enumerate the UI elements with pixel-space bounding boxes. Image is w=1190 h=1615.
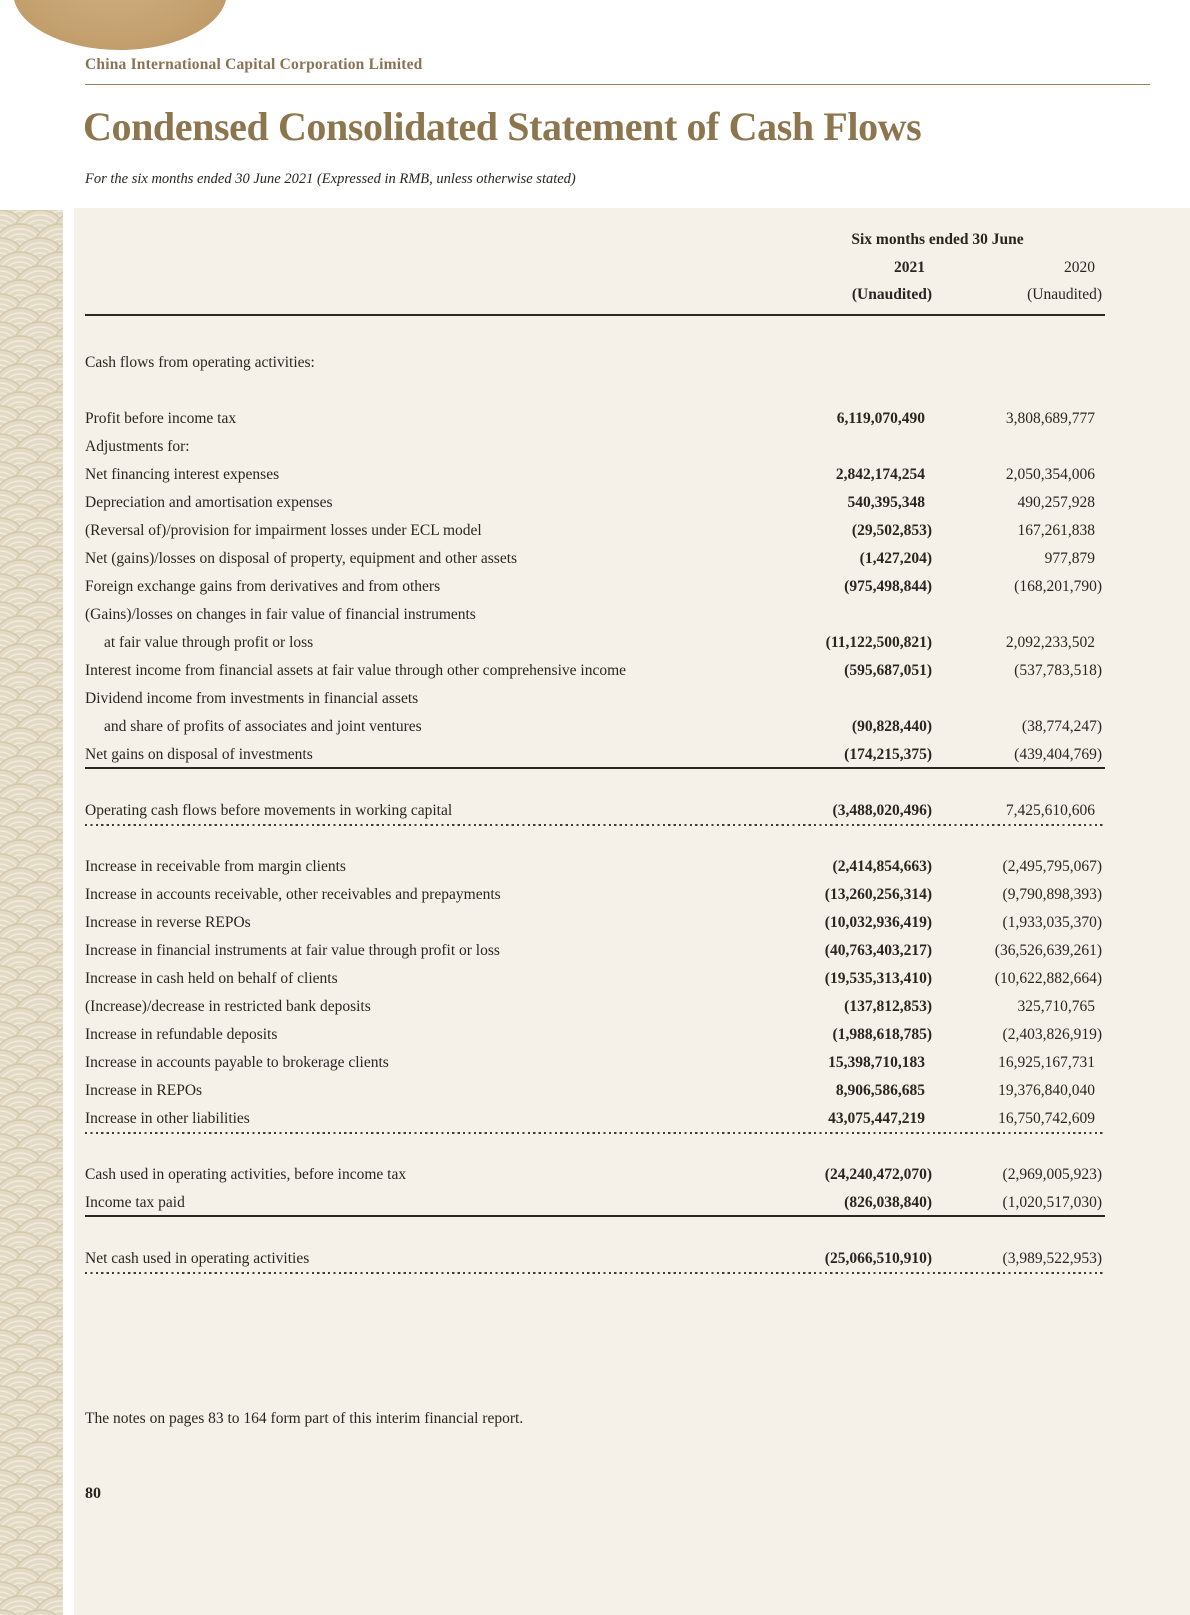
value-2020 [935, 601, 1105, 629]
table-row [85, 1245, 1105, 1273]
seigaiha-wave-pattern [0, 210, 63, 1615]
spacer-row [85, 769, 1105, 797]
value-2020: 19,376,840,040 [998, 1081, 1095, 1099]
value-2020: 325,710,765 [1017, 997, 1095, 1015]
value-2020: (2,495,795,067) [1002, 857, 1102, 875]
table-column-header [85, 208, 1105, 309]
table-row [85, 1105, 1105, 1133]
table-row [85, 965, 1105, 993]
row-label: Cash flows from operating activities: [85, 353, 315, 371]
value-2021 [770, 349, 935, 377]
statement-rows [85, 349, 1105, 1273]
table-row [85, 1021, 1105, 1049]
column-status-2021: (Unaudited) [851, 286, 932, 303]
value-2021: 2,842,174,254 [835, 465, 925, 483]
value-2021: (40,763,403,217) [824, 941, 932, 959]
value-2020: 16,925,167,731 [998, 1053, 1095, 1071]
column-year-2021: 2021 [894, 258, 925, 276]
value-2021: (29,502,853) [851, 521, 932, 539]
value-2020: 167,261,838 [1017, 521, 1095, 539]
header-rule [85, 314, 1105, 316]
value-2021: (826,038,840) [844, 1193, 932, 1211]
row-label: Dividend income from investments in financial assets [85, 689, 419, 707]
row-label: and share of profits of associates and joint ventures [104, 717, 422, 735]
table-row [85, 909, 1105, 937]
value-2021: (24,240,472,070) [824, 1165, 932, 1183]
table-row [85, 461, 1105, 489]
row-label: Cash used in operating activities, before income tax [85, 1165, 407, 1183]
spacer-row [85, 1217, 1105, 1245]
table-row [85, 713, 1105, 741]
value-2021: (13,260,256,314) [824, 885, 932, 903]
value-2021: (1,988,618,785) [832, 1025, 932, 1043]
section-row [85, 685, 1105, 713]
row-label: Depreciation and amortisation expenses [85, 493, 333, 511]
value-2020: 2,050,354,006 [1005, 465, 1095, 483]
row-label: Net (gains)/losses on disposal of property, equipment and other assets [85, 549, 518, 567]
footnote: The notes on pages 83 to 164 form part of this interim financial report. [85, 1409, 524, 1427]
row-label: Income tax paid [85, 1193, 185, 1211]
page-subtitle: For the six months ended 30 June 2021 (Expressed in RMB, unless otherwise stated) [85, 171, 576, 187]
spacer-row [85, 377, 1105, 405]
value-2021: (3,488,020,496) [832, 801, 932, 819]
table-row [85, 657, 1105, 685]
value-2020: (2,403,826,919) [1002, 1025, 1102, 1043]
value-2021: (19,535,313,410) [824, 969, 932, 987]
table-row [85, 993, 1105, 1021]
value-2020: 490,257,928 [1017, 493, 1095, 511]
spacer-row [85, 1133, 1105, 1161]
table-row [85, 937, 1105, 965]
value-2020 [935, 349, 1105, 377]
value-2020: (1,933,035,370) [1002, 913, 1102, 931]
value-2020 [935, 685, 1105, 713]
table-row [85, 853, 1105, 881]
row-label: Net financing interest expenses [85, 465, 280, 483]
row-label: Increase in other liabilities [85, 1109, 250, 1127]
row-label: (Gains)/losses on changes in fair value of financial instruments [85, 605, 476, 623]
value-2020: (10,622,882,664) [994, 969, 1102, 987]
value-2020: (9,790,898,393) [1002, 885, 1102, 903]
table-row [85, 741, 1105, 769]
value-2020: (2,969,005,923) [1002, 1165, 1102, 1183]
value-2020: (168,201,790) [1014, 577, 1102, 595]
value-2021: 15,398,710,183 [828, 1053, 925, 1071]
value-2020: 977,879 [1044, 549, 1095, 567]
row-label: Net gains on disposal of investments [85, 745, 313, 763]
value-2021 [770, 601, 935, 629]
company-name: China International Capital Corporation Limited [85, 56, 423, 73]
value-2021: 8,906,586,685 [835, 1081, 925, 1099]
row-label: Increase in accounts payable to brokerage clients [85, 1053, 389, 1071]
period-header: Six months ended 30 June [851, 231, 1024, 248]
value-2021: (10,032,936,419) [824, 913, 932, 931]
value-2020: 16,750,742,609 [998, 1109, 1095, 1127]
table-row [85, 405, 1105, 433]
value-2020 [935, 433, 1105, 461]
row-label: Operating cash flows before movements in working capital [85, 801, 453, 819]
column-year-2020: 2020 [1064, 258, 1095, 276]
value-2021: (2,414,854,663) [832, 857, 932, 875]
value-2021: (90,828,440) [851, 717, 932, 735]
table-row [85, 797, 1105, 825]
row-label: Increase in REPOs [85, 1081, 203, 1099]
table-row [85, 629, 1105, 657]
row-label: Increase in receivable from margin clients [85, 857, 346, 875]
value-2021 [770, 433, 935, 461]
value-2021: (1,427,204) [859, 549, 932, 567]
value-2021: 43,075,447,219 [828, 1109, 925, 1127]
row-label: Increase in cash held on behalf of clients [85, 969, 338, 987]
page-title: Condensed Consolidated Statement of Cash Flows [83, 104, 922, 149]
table-row [85, 517, 1105, 545]
value-2021: (25,066,510,910) [824, 1249, 932, 1267]
value-2021: 540,395,348 [847, 493, 925, 511]
row-label: at fair value through profit or loss [104, 633, 314, 651]
row-label: Increase in financial instruments at fair value through profit or loss [85, 941, 500, 959]
table-row [85, 1077, 1105, 1105]
table-row [85, 1189, 1105, 1217]
row-label: Interest income from financial assets at fair value through other comprehensive income [85, 661, 627, 679]
value-2020: (439,404,769) [1014, 745, 1102, 763]
row-label: Foreign exchange gains from derivatives and from others [85, 577, 441, 595]
table-row [85, 1049, 1105, 1077]
section-row [85, 349, 1105, 377]
table-row [85, 489, 1105, 517]
row-label: Increase in reverse REPOs [85, 913, 251, 931]
table-row [85, 1161, 1105, 1189]
value-2021: (174,215,375) [844, 745, 932, 763]
value-2021 [770, 685, 935, 713]
value-2020: (1,020,517,030) [1002, 1193, 1102, 1211]
value-2021: (11,122,500,821) [825, 633, 932, 651]
value-2020: (537,783,518) [1014, 661, 1102, 679]
section-row [85, 433, 1105, 461]
section-row [85, 601, 1105, 629]
value-2020: (38,774,247) [1021, 717, 1102, 735]
table-row [85, 573, 1105, 601]
page-number: 80 [85, 1484, 101, 1502]
value-2020: (3,989,522,953) [1002, 1249, 1102, 1267]
row-label: Increase in accounts receivable, other receivables and prepayments [85, 885, 501, 903]
row-label: Increase in refundable deposits [85, 1025, 278, 1043]
header-divider [85, 84, 1150, 85]
value-2020: 2,092,233,502 [1005, 633, 1095, 651]
cicc-logo [13, 0, 227, 50]
value-2021: (595,687,051) [844, 661, 932, 679]
value-2020: (36,526,639,261) [994, 941, 1102, 959]
statement-sheet [85, 208, 1105, 1503]
row-label: Adjustments for: [85, 437, 190, 455]
column-status-2020: (Unaudited) [1027, 286, 1102, 303]
row-label: (Increase)/decrease in restricted bank deposits [85, 997, 371, 1015]
row-label: Profit before income tax [85, 409, 237, 427]
value-2020: 3,808,689,777 [1005, 409, 1095, 427]
value-2020: 7,425,610,606 [1005, 801, 1095, 819]
value-2021: 6,119,070,490 [836, 409, 925, 427]
table-row [85, 545, 1105, 573]
value-2021: (137,812,853) [844, 997, 932, 1015]
row-label: (Reversal of)/provision for impairment losses under ECL model [85, 521, 482, 539]
spacer-row [85, 825, 1105, 853]
value-2021: (975,498,844) [844, 577, 932, 595]
row-label: Net cash used in operating activities [85, 1249, 310, 1267]
table-row [85, 881, 1105, 909]
